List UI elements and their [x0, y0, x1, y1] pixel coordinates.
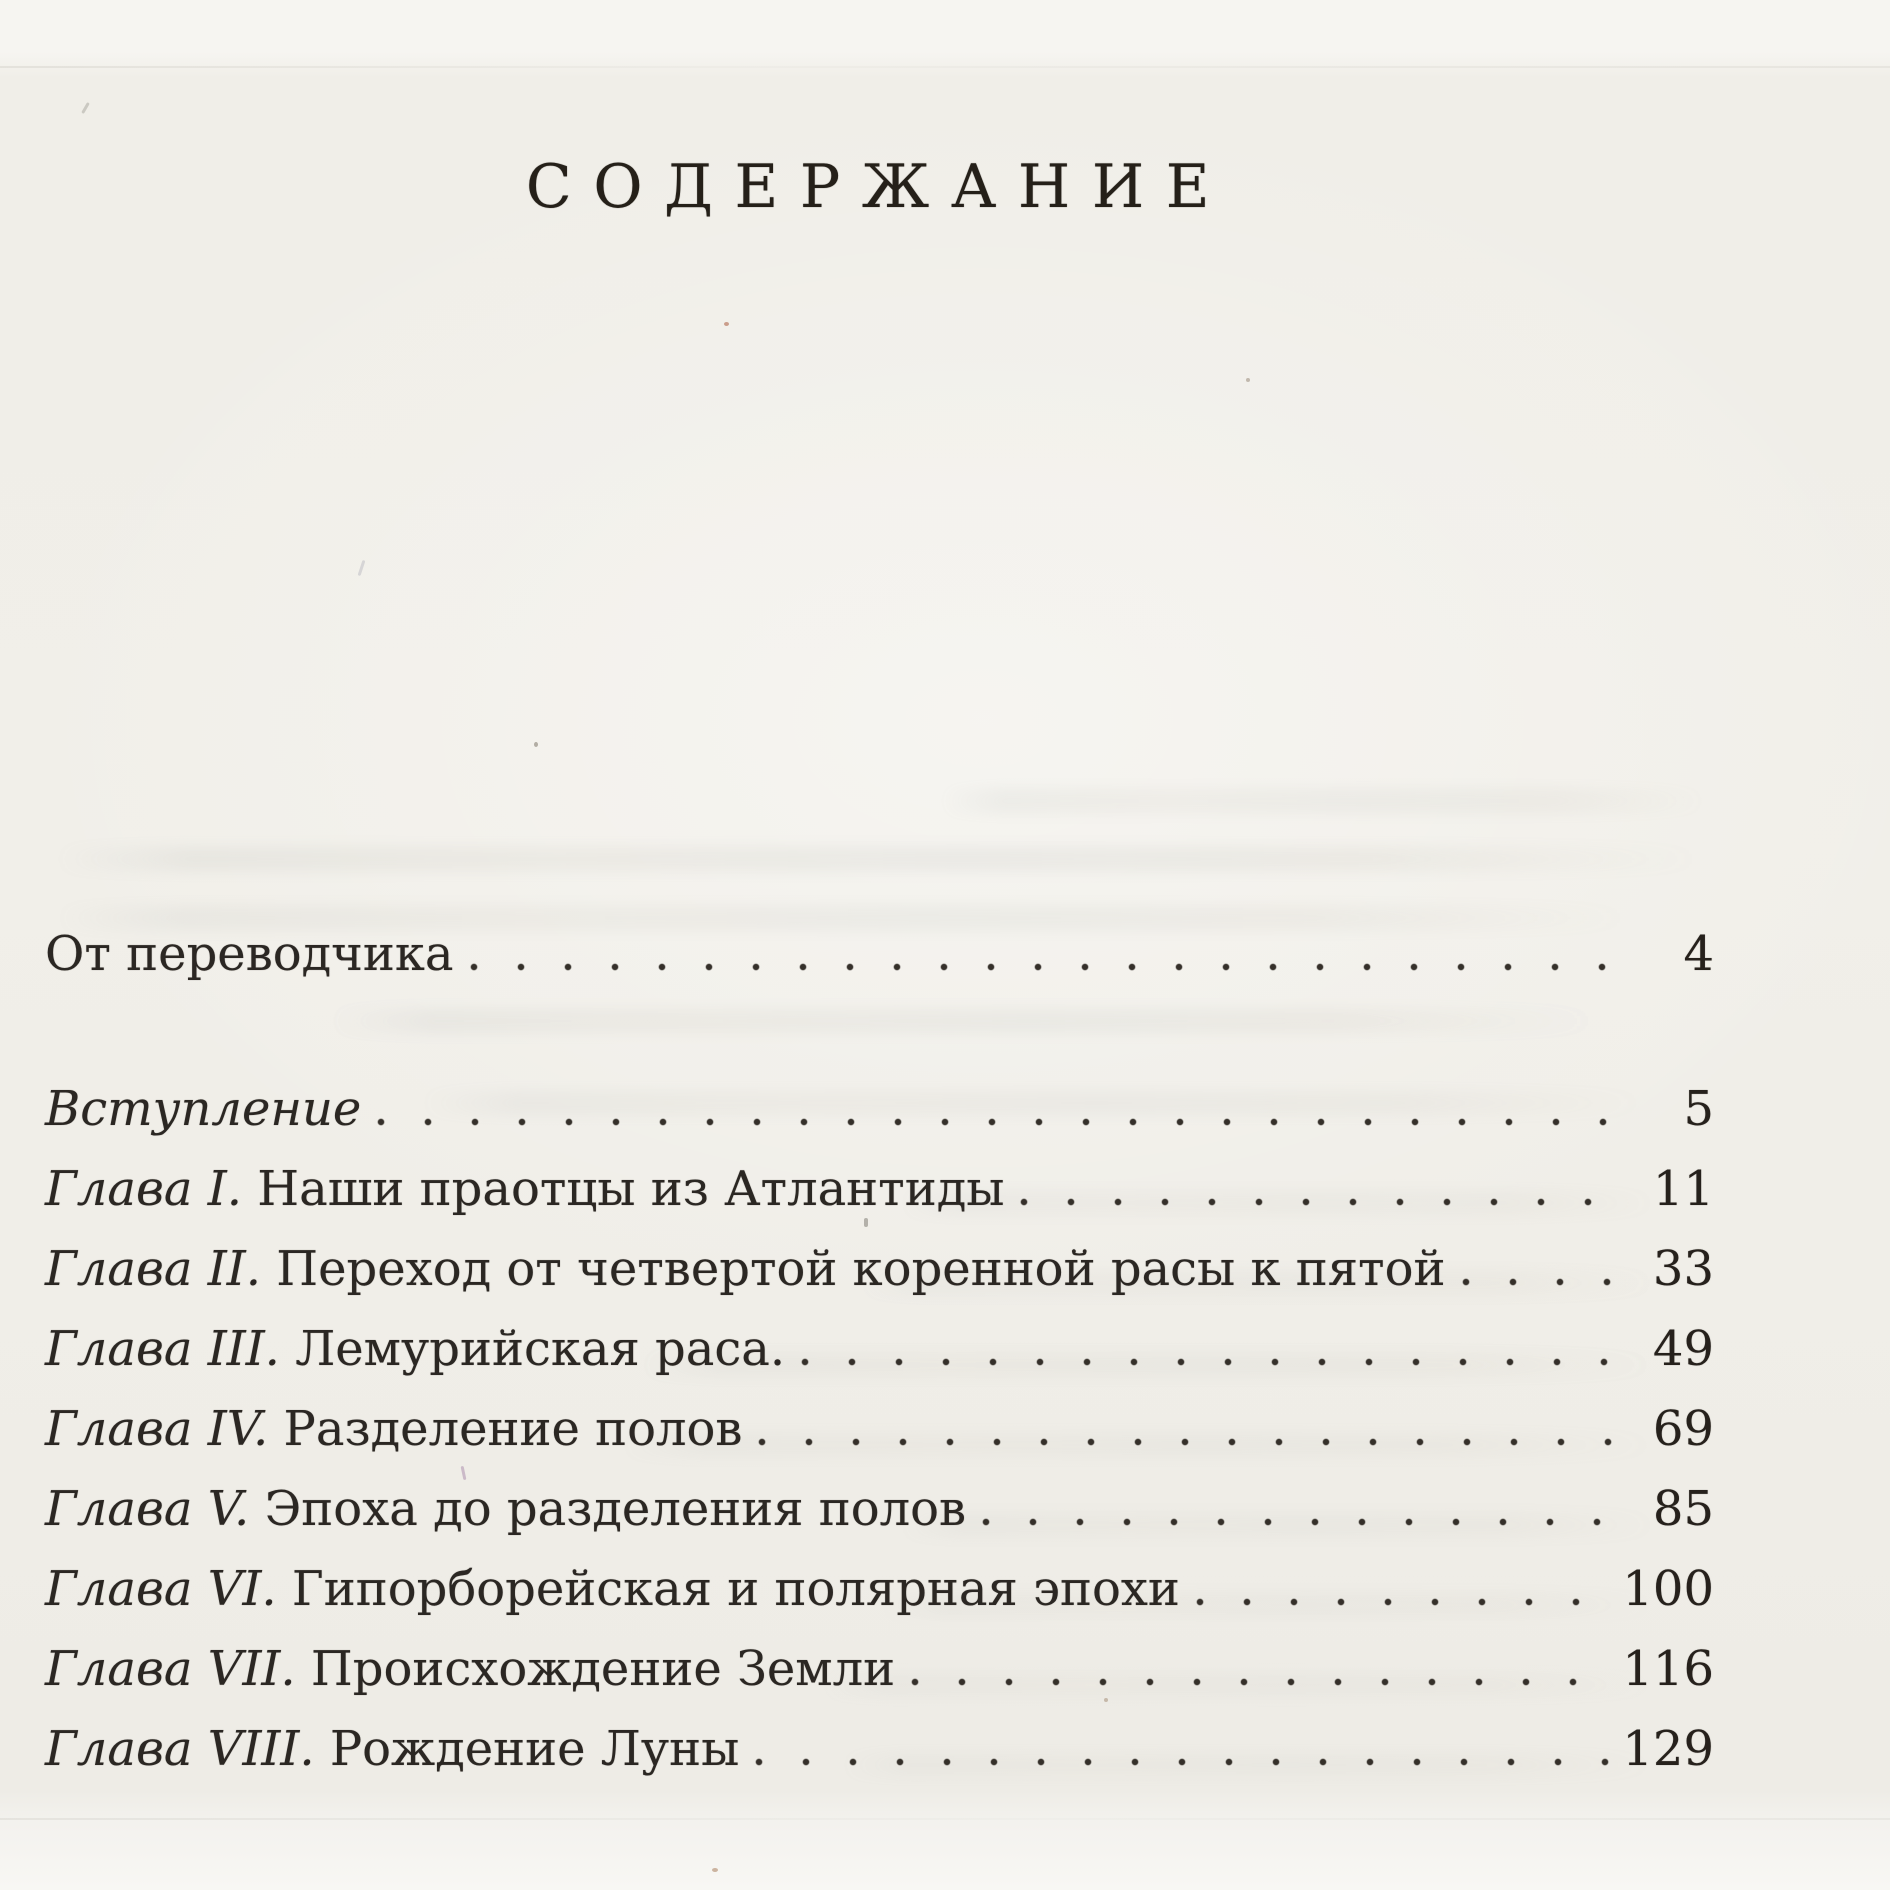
- toc-entry: [45, 1400, 1714, 1458]
- dot-leader: [1020, 1196, 1612, 1208]
- toc-entry-title: Переход от четвертой коренной расы к пятой: [276, 1241, 1446, 1297]
- paper-fiber: [358, 560, 366, 576]
- toc-entry-title: Наши праотцы из Атлантиды: [257, 1161, 1005, 1217]
- toc-entry-title: Эпоха до разделения полов: [264, 1481, 967, 1537]
- paper-speck: [534, 742, 538, 747]
- toc-entry-prefix: Глава IV.: [45, 1401, 269, 1457]
- page-title: СОДЕРЖАНИЕ: [525, 152, 1232, 223]
- dot-leader: [1462, 1276, 1613, 1288]
- toc-entry-text: [45, 1720, 739, 1778]
- dot-leader: [1196, 1596, 1612, 1608]
- toc-entry-prefix: Вступление: [45, 1081, 362, 1137]
- toc-entry-text: [45, 925, 454, 983]
- toc-entry-title: Разделение полов: [283, 1401, 743, 1457]
- toc-entry-prefix: Глава II.: [45, 1241, 261, 1297]
- toc-entry-title: Лемурийская раса.: [295, 1321, 786, 1377]
- paper-speck: [712, 1868, 718, 1872]
- scan-edge-top: [0, 66, 1890, 68]
- toc-entry-text: [45, 1320, 785, 1378]
- toc-entry: [45, 1560, 1714, 1618]
- scan-edge-bottom: [0, 1818, 1890, 1820]
- toc-page-number: 69: [1652, 1401, 1714, 1457]
- toc-entry: [45, 1240, 1714, 1298]
- dot-leader: [982, 1516, 1612, 1528]
- dot-leader: [755, 1756, 1612, 1768]
- bleed-through-line: [55, 846, 1705, 872]
- paper-speck: [1246, 378, 1250, 382]
- bleed-through-line: [940, 788, 1710, 814]
- toc-page-number: 4: [1683, 926, 1714, 982]
- toc-entry-title: От переводчика: [45, 926, 454, 982]
- toc-entry-title: Происхождение Земли: [310, 1641, 896, 1697]
- toc-entry-text: [45, 1240, 1446, 1298]
- toc-entry-prefix: Глава VIII.: [45, 1721, 315, 1777]
- toc-entry-text: [45, 1160, 1004, 1218]
- toc-page-number: 129: [1622, 1721, 1714, 1777]
- toc-entry-title: Рождение Луны: [329, 1721, 740, 1777]
- dot-leader: [377, 1116, 1612, 1128]
- toc-page-number: 116: [1622, 1641, 1714, 1697]
- toc-entry-text: [45, 1480, 966, 1538]
- toc-entry-text: [45, 1400, 742, 1458]
- toc-entry-text: [45, 1080, 361, 1138]
- toc-entry-prefix: Глава VII.: [45, 1641, 296, 1697]
- toc-page-number: 5: [1683, 1081, 1714, 1137]
- toc-page-number: 11: [1652, 1161, 1714, 1217]
- dot-leader: [758, 1436, 1612, 1448]
- toc-entry-prefix: Глава VI.: [45, 1561, 277, 1617]
- toc-entry: [45, 1640, 1714, 1698]
- toc-page-number: 85: [1652, 1481, 1714, 1537]
- paper-fiber: [81, 102, 90, 114]
- dot-leader: [470, 961, 1612, 973]
- paper-speck: [724, 322, 729, 326]
- toc-entry: [45, 1720, 1714, 1778]
- toc-entry-text: [45, 1560, 1180, 1618]
- toc-entry: [45, 925, 1714, 983]
- toc-entry: [45, 1160, 1714, 1218]
- toc-entry-title: Гипорборейская и полярная эпохи: [291, 1561, 1180, 1617]
- table-of-contents: [45, 925, 1714, 1800]
- toc-entry: [45, 1480, 1714, 1538]
- toc-entry-prefix: Глава V.: [45, 1481, 250, 1537]
- toc-page-number: 49: [1652, 1321, 1714, 1377]
- toc-entry-text: [45, 1640, 895, 1698]
- dot-leader: [911, 1676, 1612, 1688]
- toc-entry: [45, 1080, 1714, 1138]
- toc-entry-prefix: Глава I.: [45, 1161, 242, 1217]
- toc-entry: [45, 1320, 1714, 1378]
- toc-page-number: 33: [1652, 1241, 1714, 1297]
- toc-page-number: 100: [1622, 1561, 1714, 1617]
- toc-entry-prefix: Глава III.: [45, 1321, 280, 1377]
- dot-leader: [801, 1356, 1612, 1368]
